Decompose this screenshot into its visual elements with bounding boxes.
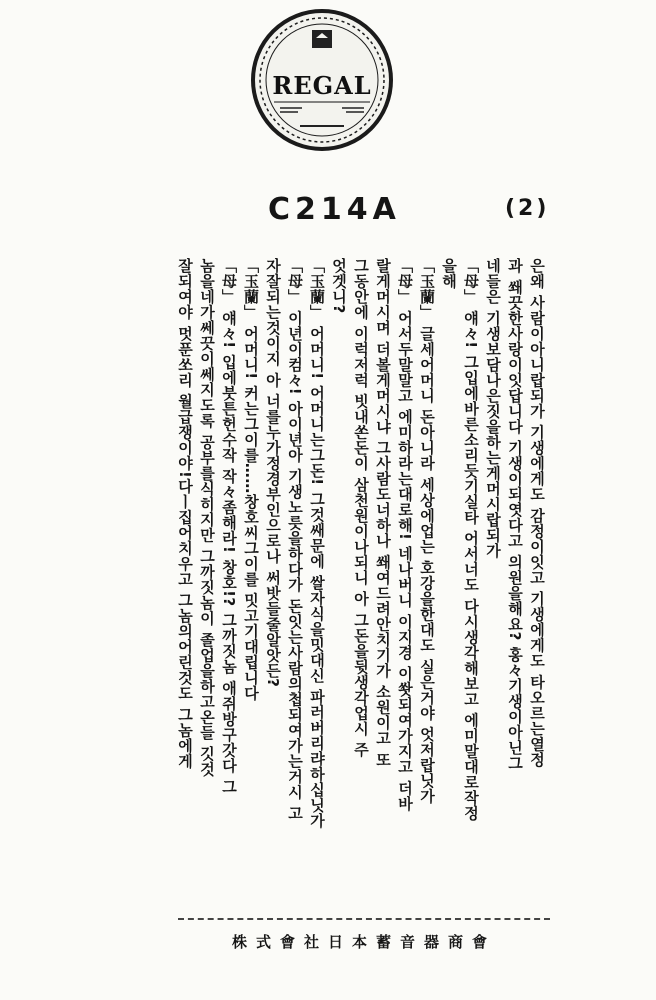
lyrics-column: 과 쐐끗한사랑이잇답니다 기생이되엿다고 의원을해요? 홍々기생이아닌그 xyxy=(506,258,524,771)
lyrics-column: 「母」 이년이컴々! 아이년아 기생노릇을하다가 돈잇는사람의첩되여가는거시 고 xyxy=(286,258,304,821)
lyrics-column: 엇겟니? xyxy=(330,258,348,314)
lyrics-column: 「母」 얘々! 입에붓튼헌수작 작々좀해라! 창호!? 그까짓놈 애쥐방구갓다 그 xyxy=(220,258,238,795)
lyrics-column: 네들은 기생보담나은짓을하는게머시랍되가 xyxy=(484,258,502,559)
regal-record-label-logo xyxy=(250,8,394,152)
lyrics-column: 자잘되는것이지 아 너를누가정경부인으로나 써밧들줄알앗든? xyxy=(264,258,282,688)
lyrics-column: 「母」 얘々! 그입에바른소리듯기실타 어서너도 다시생각해보고 에미말대로작정 xyxy=(462,258,480,821)
lyrics-column: 「玉蘭」 글세어머니 돈아니라 세상에업는 호강을한대도 실은거야 엇저랍닛가 xyxy=(418,258,436,804)
lyrics-column: 「玉蘭」 어머니! 커는그이를……창호씨그이를 밋고기대립니다 xyxy=(242,258,260,702)
lyrics-column: 잘되여야 멋푼쏘리 월급쟁이야!다ㅣ집어치우고 그놈의어린것도 그놈에게 xyxy=(176,258,194,769)
lyrics-column: 을해 xyxy=(440,258,458,289)
page-number: (2) xyxy=(505,196,550,221)
lyrics-column: 놈을네가쎄끗이쎄지도록 공부를식히지만 그까짓놈이 졸업을하고온들 깃것 xyxy=(198,258,216,777)
publisher-footer: 株式會社日本蓄音器商會 xyxy=(231,933,496,951)
catalog-number: C214A xyxy=(268,192,401,227)
lyrics-column: 은왜 사람이아니랍되가 기생에게도 감정이잇고 기생에게도 타오르는열정 xyxy=(528,258,546,768)
footer-divider xyxy=(178,918,550,920)
lyrics-column: 「母」 어서두말말고 에미하라는대로해! 네나버니 이지경 이쐇되여가지고 더바 xyxy=(396,258,414,812)
lyrics-column: 랄게머시며 더볼게머시냐 그사람도너하나 쐐여드려안치기가 소원이고 또 xyxy=(374,258,392,768)
lyrics-column: 그동안에 이럭저럭 빗내쏜돈이 삼천원이나되니 아 그돈을뒷생각업시 주 xyxy=(352,258,370,758)
lyrics-text xyxy=(178,258,550,918)
regal-seal-icon xyxy=(250,8,394,152)
lyrics-column: 「玉蘭」 어머니! 어머니는그돈! 그것쌔문에 쌀자식을밋대신 파러버리랴하십닛가 xyxy=(308,258,326,829)
svg-text:REGAL: REGAL xyxy=(272,71,372,100)
